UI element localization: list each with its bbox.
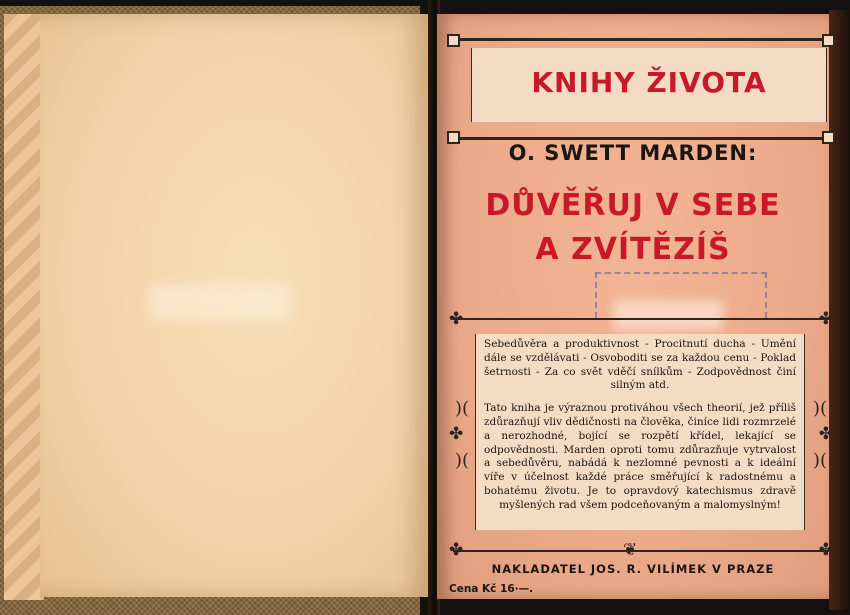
description-contents: Sebedůvěra a produktivnost - Procitnutí ducha - Umění dále se vzdělávati - Osvoboditi se za každou cenu - Poklad šetrnosti - Za co svět vděčí snílkům - Zodpovědnost činí silným atd. — [484, 338, 796, 392]
bracket-ornament: )( — [812, 450, 827, 471]
worn-spot — [150, 284, 290, 320]
flourish-icon: ✤ — [818, 424, 833, 444]
corner-square — [447, 34, 460, 47]
front-cover-page — [437, 14, 833, 599]
book-title-line2: A ZVÍTĚZÍŠ — [535, 232, 731, 267]
series-title: KNIHY ŽIVOTA — [531, 66, 767, 99]
banner-panel — [471, 48, 827, 122]
description-summary: Tato kniha je výraznou protiváhou všech theorií, jež příliš zdůrazňují vliv dědičnosti na člověka, činíce lidi rozmrzelé a nerozhodné, bojící se rozpětí křídel, lekající se odpovědnosti. Marden oproti tomu zdůrazňuje vytrvalost a sebedůvěru, nabádá k nezlomné pevnosti a k ideální víře v účelnost každé práce směřující k radostnému a bohatému životu. Je to opravdový katechismus zdravě myšlených rad všem podceňovaným a malomyslným! — [484, 402, 796, 511]
series-banner — [453, 38, 829, 140]
description-frame — [449, 309, 833, 560]
flourish-icon: ✤ — [449, 540, 464, 560]
flourish-icon: ✤ — [449, 309, 464, 329]
price: Cena Kč 16·—. — [449, 583, 534, 595]
flourish-icon: ✤ — [818, 309, 833, 329]
book-title-line1: DŮVĚŘUJ V SEBE — [485, 188, 781, 223]
author-name: O. SWETT MARDEN: — [508, 141, 758, 165]
bracket-ornament: )( — [455, 398, 470, 419]
corner-square — [822, 34, 835, 47]
bracket-ornament: )( — [812, 398, 827, 419]
patterned-endpaper-edge — [4, 14, 44, 600]
flourish-icon: ✤ — [818, 540, 833, 560]
bracket-ornament: )( — [455, 450, 470, 471]
blank-left-page — [40, 14, 432, 597]
publisher: NAKLADATEL JOS. R. VILÍMEK V PRAZE — [491, 562, 775, 576]
flourish-icon: ✤ — [449, 424, 464, 444]
flourish-icon: ❦ — [623, 540, 638, 560]
description-panel — [475, 334, 805, 530]
